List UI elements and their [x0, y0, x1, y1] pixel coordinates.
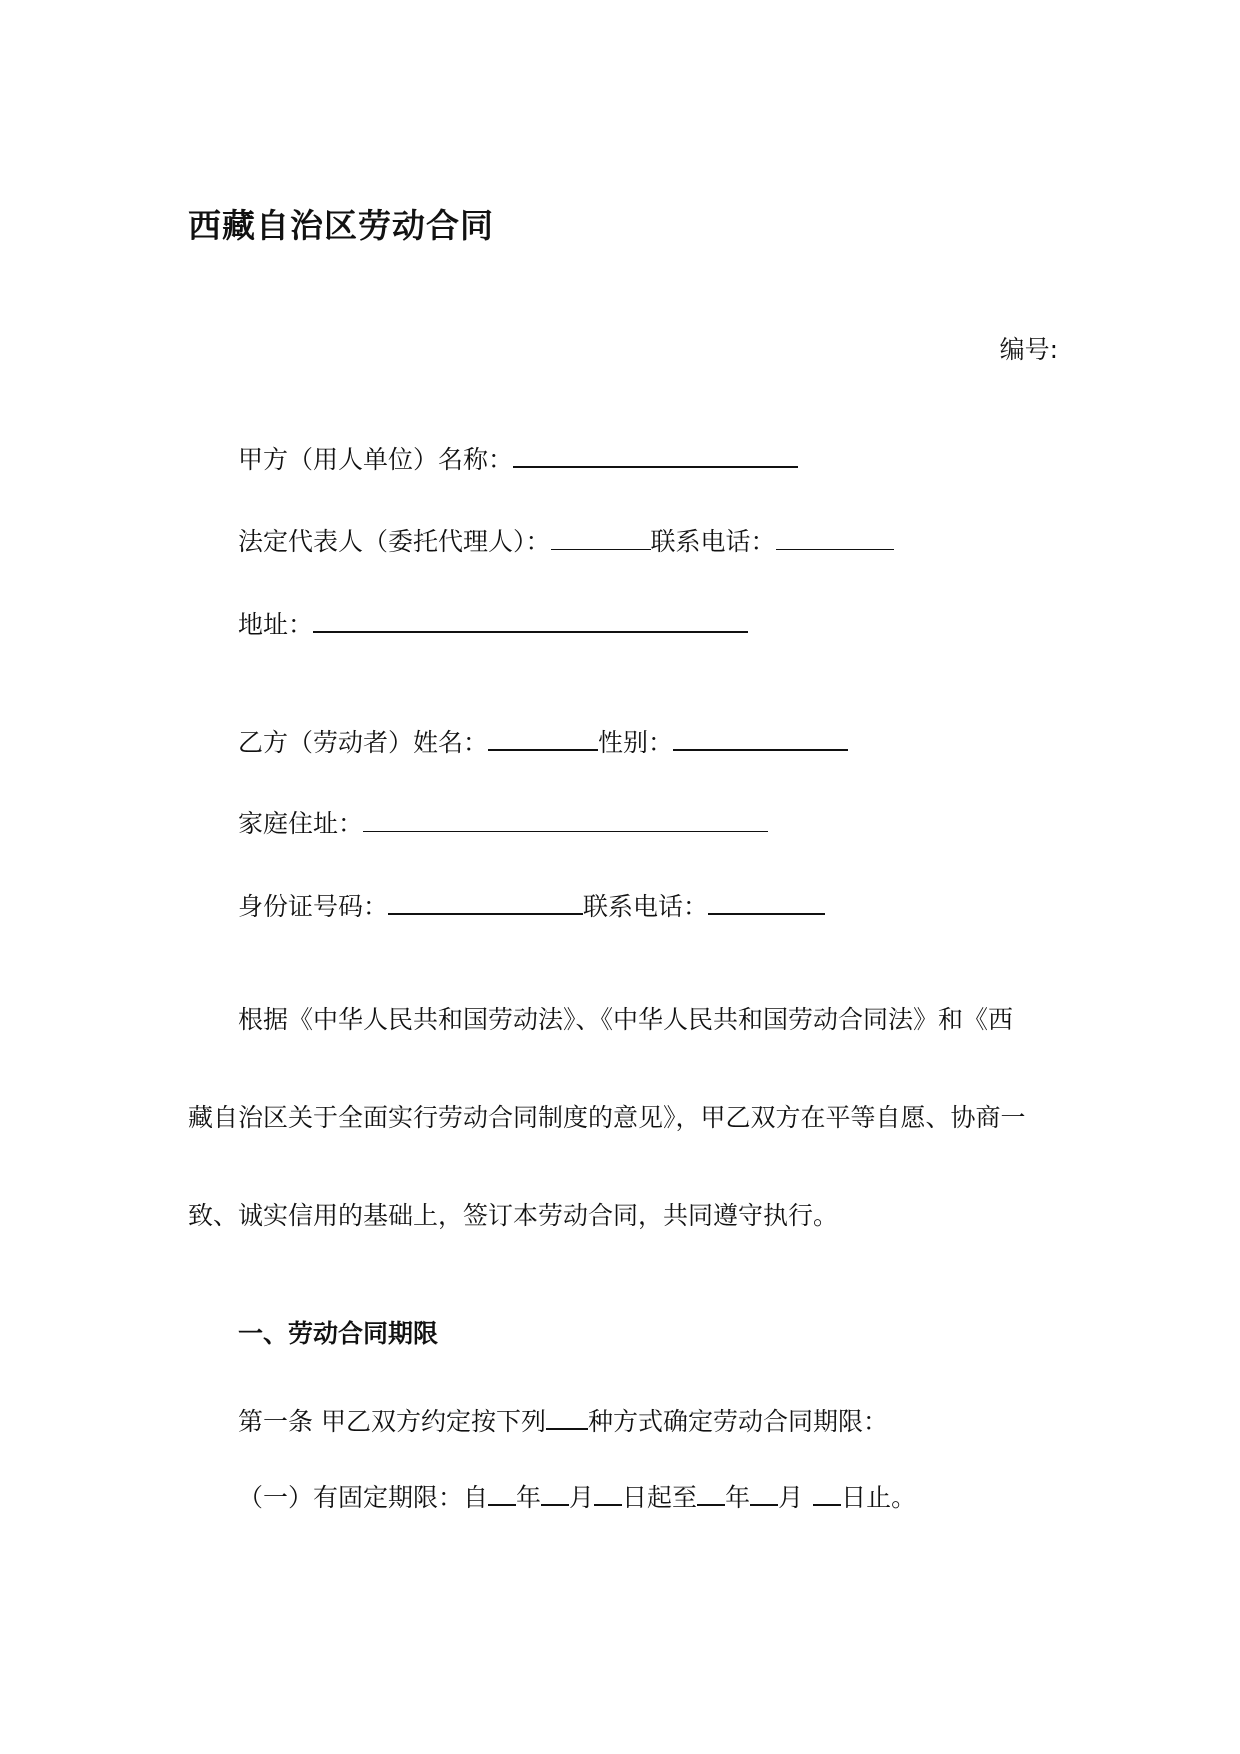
fixed-term-prefix: （一）有固定期限：自 — [238, 1483, 489, 1512]
party-b-id-field[interactable] — [388, 887, 583, 915]
party-a-name-label: 甲方（用人单位）名称： — [238, 445, 514, 474]
preamble-line-2: 藏自治区关于全面实行劳动合同制度的意见》，甲乙双方在平等自愿、协商一 — [188, 1103, 1026, 1132]
start-month-field[interactable] — [541, 1480, 569, 1506]
end-day-label: 日止。 — [841, 1483, 917, 1512]
document-title: 西藏自治区劳动合同 — [188, 206, 494, 245]
party-a-address-label: 地址： — [238, 610, 314, 639]
party-a-rep-field[interactable] — [551, 523, 651, 550]
start-day-label: 日起至 — [622, 1483, 698, 1512]
party-a-name-row — [238, 440, 798, 477]
party-a-phone-field[interactable] — [776, 523, 894, 550]
party-b-home-label: 家庭住址： — [238, 809, 364, 838]
party-b-home-field[interactable] — [363, 805, 768, 832]
start-year-field[interactable] — [488, 1480, 516, 1506]
party-b-gender-field[interactable] — [673, 723, 848, 751]
start-day-field[interactable] — [594, 1480, 622, 1506]
article-1-text-a: 第一条 甲乙双方约定按下列 — [238, 1407, 546, 1436]
end-year-field[interactable] — [697, 1480, 725, 1506]
party-a-address-field[interactable] — [313, 605, 748, 633]
party-b-name-label: 乙方（劳动者）姓名： — [238, 728, 489, 757]
party-b-id-row — [238, 887, 825, 924]
party-b-id-label: 身份证号码： — [238, 892, 389, 921]
article-1-text-b: 种方式确定劳动合同期限： — [587, 1407, 888, 1436]
party-b-phone-label: 联系电话： — [583, 892, 709, 921]
party-a-phone-label: 联系电话： — [650, 527, 776, 556]
start-year-label: 年 — [516, 1483, 542, 1512]
end-day-field[interactable] — [813, 1480, 841, 1506]
party-a-rep-label: 法定代表人（委托代理人）： — [238, 527, 551, 556]
section-1-heading: 一、劳动合同期限 — [238, 1319, 439, 1348]
preamble-line-3: 致、诚实信用的基础上，签订本劳动合同，共同遵守执行。 — [188, 1201, 839, 1230]
article-1-choice-field[interactable] — [546, 1404, 588, 1430]
article-1-row — [238, 1404, 888, 1439]
party-b-phone-field[interactable] — [708, 887, 825, 915]
start-month-label: 月 — [569, 1483, 595, 1512]
party-b-home-row — [238, 805, 768, 841]
party-b-gender-label: 性别： — [598, 728, 674, 757]
party-a-address-row — [238, 605, 748, 642]
party-a-rep-row — [238, 523, 894, 559]
end-year-label: 年 — [725, 1483, 751, 1512]
end-month-field[interactable] — [750, 1480, 778, 1506]
preamble-line-1: 根据《中华人民共和国劳动法》、《中华人民共和国劳动合同法》和《西 — [238, 1005, 1014, 1034]
party-a-name-field[interactable] — [513, 440, 798, 468]
party-b-name-row — [238, 723, 848, 760]
party-b-name-field[interactable] — [488, 723, 598, 751]
end-month-label: 月 — [778, 1483, 804, 1512]
document-number-label: 编号: — [999, 335, 1058, 364]
fixed-term-row — [238, 1480, 916, 1515]
